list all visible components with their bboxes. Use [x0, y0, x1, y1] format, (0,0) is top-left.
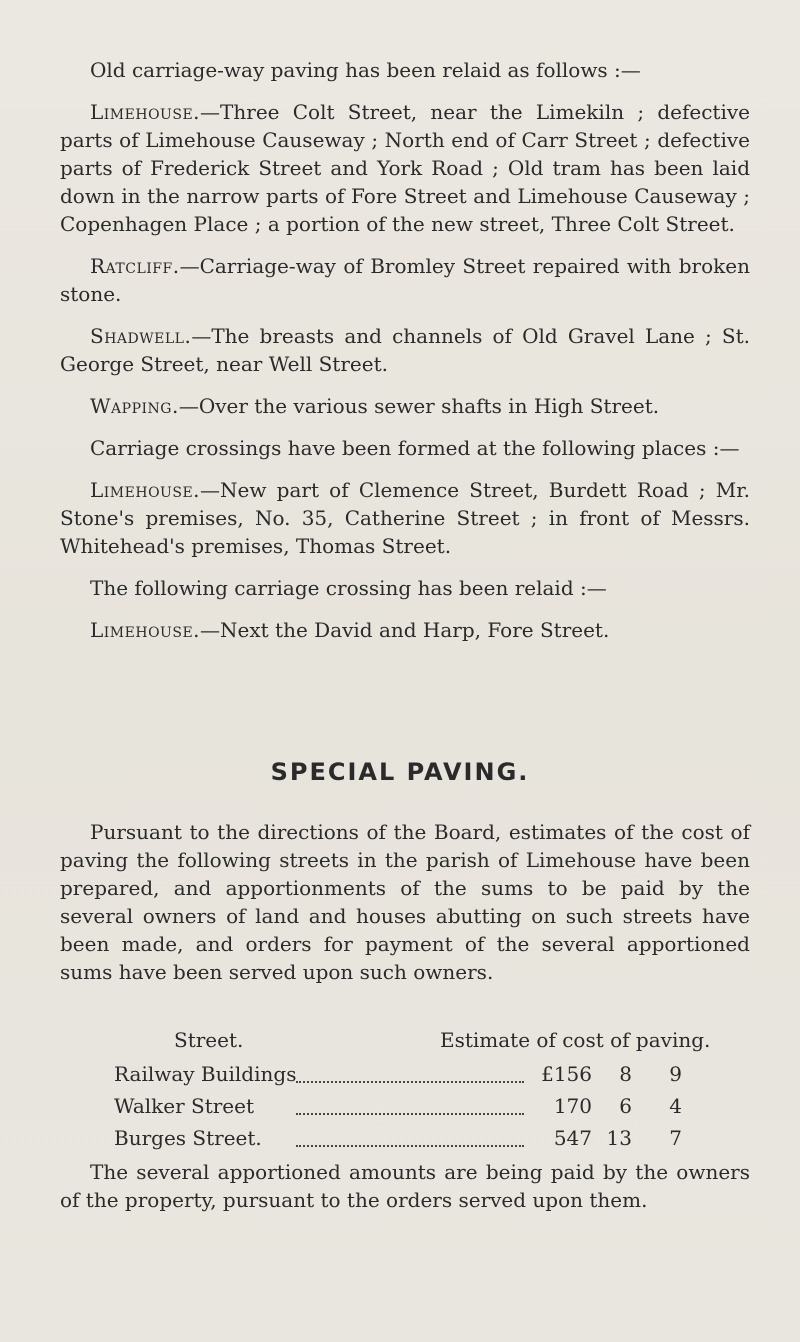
paragraph-limehouse-relaid	[60, 98, 750, 238]
pounds-value: 170	[553, 1094, 592, 1118]
paragraph-wapping	[60, 392, 750, 420]
street-name: Burges Street.	[114, 1126, 262, 1150]
paragraph-lead: Ratcliff.	[90, 254, 180, 278]
paragraph-crossings-intro	[60, 434, 750, 462]
pounds-value: £156	[541, 1062, 592, 1086]
section-heading: SPECIAL PAVING.	[270, 758, 530, 786]
header-street: Street.	[174, 1028, 244, 1052]
dot-leader	[296, 1081, 524, 1083]
paragraph-text: —Over the various sewer shafts in High Street.	[178, 394, 660, 418]
paragraph-lead: Limehouse.	[90, 618, 201, 642]
paragraph-lead: Wapping.	[90, 394, 179, 418]
street-name: Railway Buildings	[114, 1062, 297, 1086]
dot-leader	[296, 1145, 524, 1147]
special-paving-intro	[60, 818, 750, 986]
paragraph-lead: Limehouse.	[90, 100, 201, 124]
paragraph-text: —Next the David and Harp, Fore Street.	[200, 618, 610, 642]
paragraph-limehouse-crossing-relaid	[60, 616, 750, 644]
pence-value: 9	[669, 1062, 682, 1086]
paving-estimate-table	[60, 1028, 750, 1158]
dot-leader	[296, 1113, 524, 1115]
paragraph-lead: Shadwell.	[90, 324, 192, 348]
paragraph-text: Carriage crossings have been formed at the following places :—	[90, 436, 740, 460]
pence-value: 4	[669, 1094, 682, 1118]
top-section	[60, 56, 750, 644]
street-name: Walker Street	[114, 1094, 255, 1118]
paragraph-text: —Carriage-way of Bromley Street repaired with broken stone.	[60, 254, 750, 306]
table-header	[60, 1028, 750, 1056]
pounds-value: 547	[553, 1126, 592, 1150]
paragraph-text: The following carriage crossing has been relaid :—	[90, 576, 607, 600]
paragraph-text: Old carriage-way paving has been relaid as follows :—	[90, 58, 641, 82]
paragraph-ratcliff	[60, 252, 750, 308]
paragraph-text: —New part of Clemence Street, Burdett Road ; Mr. Stone's premises, No. 35, Catherine Street ; in front of Messrs. Whitehead's premises, Thomas Street.	[60, 478, 750, 558]
table-row	[60, 1094, 750, 1126]
paragraph-text: —The breasts and channels of Old Gravel Lane ; St. George Street, near Well Street.	[60, 324, 750, 376]
paragraph-text: The several apportioned amounts are being paid by the owners of the property, pursuant to the orders served upon them.	[60, 1160, 750, 1212]
paragraph-relaid-intro	[60, 56, 750, 84]
paragraph-text: —Three Colt Street, near the Limekiln ; defective parts of Limehouse Causeway ; North end of Carr Street ; defective parts of Frederick Street and York Road ; Old tram has been laid down in the narrow parts of Fore Street and Limehouse Causeway ; Copenhagen Place ; a portion of the new street, Three Colt Street.	[60, 100, 750, 236]
table-row	[60, 1062, 750, 1094]
paragraph-crossing-relaid-intro	[60, 574, 750, 602]
shillings-value: 8	[619, 1062, 632, 1086]
paragraph-limehouse-crossings	[60, 476, 750, 560]
header-estimate: Estimate of cost of paving.	[440, 1028, 711, 1052]
paragraph-text: Pursuant to the directions of the Board, estimates of the cost of paving the following streets in the parish of Limehouse have been prepared, and apportionments of the sums to be paid by the several owners of land and houses abutting on such streets have been made, and orders for payment of the several apportioned sums have been served upon such owners.	[60, 820, 750, 984]
paragraph-shadwell	[60, 322, 750, 378]
shillings-value: 13	[606, 1126, 632, 1150]
table-row	[60, 1126, 750, 1158]
closing-section	[60, 1158, 750, 1214]
paragraph-lead: Limehouse.	[90, 478, 201, 502]
pence-value: 7	[669, 1126, 682, 1150]
shillings-value: 6	[619, 1094, 632, 1118]
